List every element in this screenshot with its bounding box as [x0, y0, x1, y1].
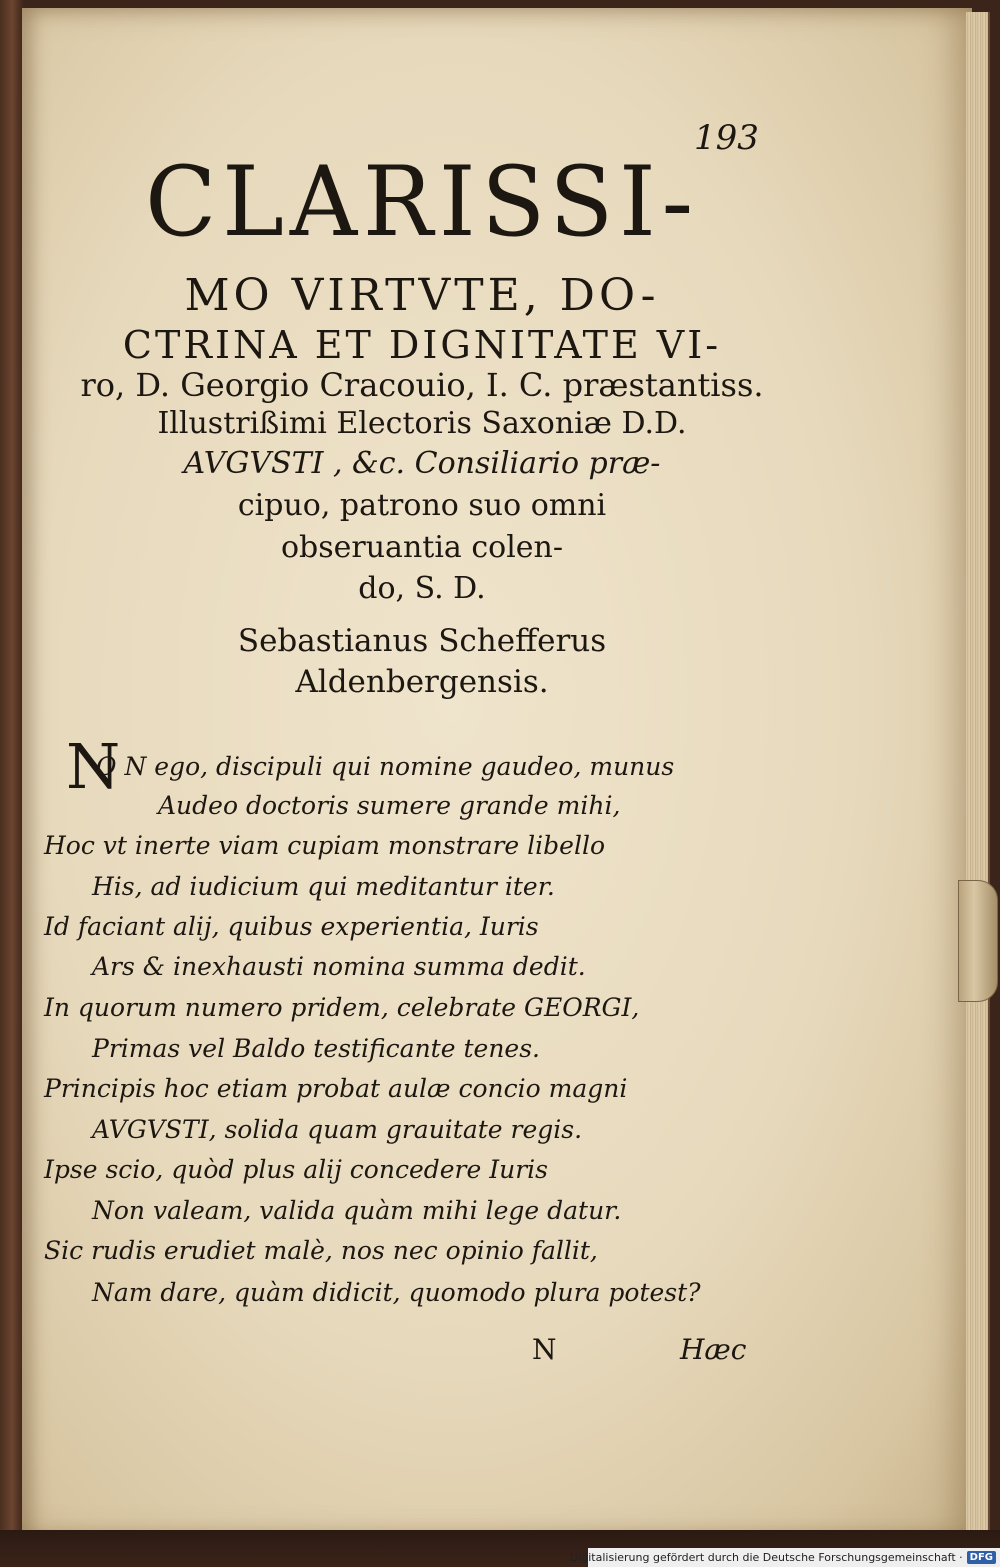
verse-line-1: O N ego, discipuli qui nomine gaudeo, munus: [96, 752, 675, 781]
verse-line-3: Hoc vt inerte viam cupiam monstrare libello: [44, 831, 605, 860]
verse-line-5: Id faciant alij, quibus experientia, Iuris: [44, 912, 539, 941]
heading-line-6: AVGVSTI , &c. Consiliario præ-: [183, 446, 661, 481]
heading-line-4: ro, D. Georgio Cracouio, I. C. præstantiss.: [80, 366, 764, 404]
heading-line-7: cipuo, patrono suo omni: [237, 488, 607, 523]
heading-line-3: CTRINA ET DIGNITATE VI-: [122, 323, 722, 367]
verse-line-13: Sic rudis erudiet malè, nos nec opinio fallit,: [44, 1236, 598, 1265]
verse-line-2: Audeo doctoris sumere grande mihi,: [158, 791, 621, 820]
book-page: [22, 8, 972, 1538]
heading-line-8: obseruantia colen-: [280, 530, 564, 565]
heading-line-2: MO VIRTVTE, DO-: [184, 270, 660, 321]
author-name: Sebastianus Schefferus: [237, 623, 607, 659]
footer-text: Digitalisierung gefördert durch die Deutsche Forschungsgemeinschaft ·: [569, 1551, 963, 1564]
heading-line-9: do, S. D.: [358, 571, 486, 606]
signature-mark: N: [532, 1333, 557, 1366]
verse-line-9: Principis hoc etiam probat aulæ concio magni: [44, 1074, 628, 1103]
verse-line-4: His, ad iudicium qui meditantur iter.: [92, 872, 555, 901]
page-number: 193: [694, 118, 759, 158]
heading-line-1: CLARISSI-: [145, 146, 699, 258]
verse-line-12: Non valeam, valida quàm mihi lege datur.: [92, 1196, 622, 1225]
author-origin: Aldenbergensis.: [295, 664, 549, 700]
verse-line-8: Primas vel Baldo testificante tenes.: [92, 1034, 540, 1063]
verse-line-14: Nam dare, quàm didicit, quomodo plura potest?: [92, 1278, 701, 1307]
drop-cap: N: [66, 730, 121, 803]
verse-line-7: In quorum numero pridem, celebrate GEORGI,: [44, 993, 640, 1022]
dfg-logo: DFG: [967, 1551, 996, 1564]
book-clasp-tab: [958, 880, 998, 1002]
heading-line-5: Illustrißimi Electoris Saxoniæ D.D.: [157, 406, 687, 441]
verse-line-11: Ipse scio, quòd plus alij concedere Iuris: [44, 1155, 548, 1184]
verse-line-10: AVGVSTI, solida quam grauitate regis.: [92, 1115, 583, 1144]
verse-line-6: Ars & inexhausti nomina summa dedit.: [92, 952, 586, 981]
catchword: Hæc: [680, 1333, 747, 1366]
page-fore-edge: [966, 12, 990, 1532]
digitization-footer: [569, 1548, 1000, 1567]
